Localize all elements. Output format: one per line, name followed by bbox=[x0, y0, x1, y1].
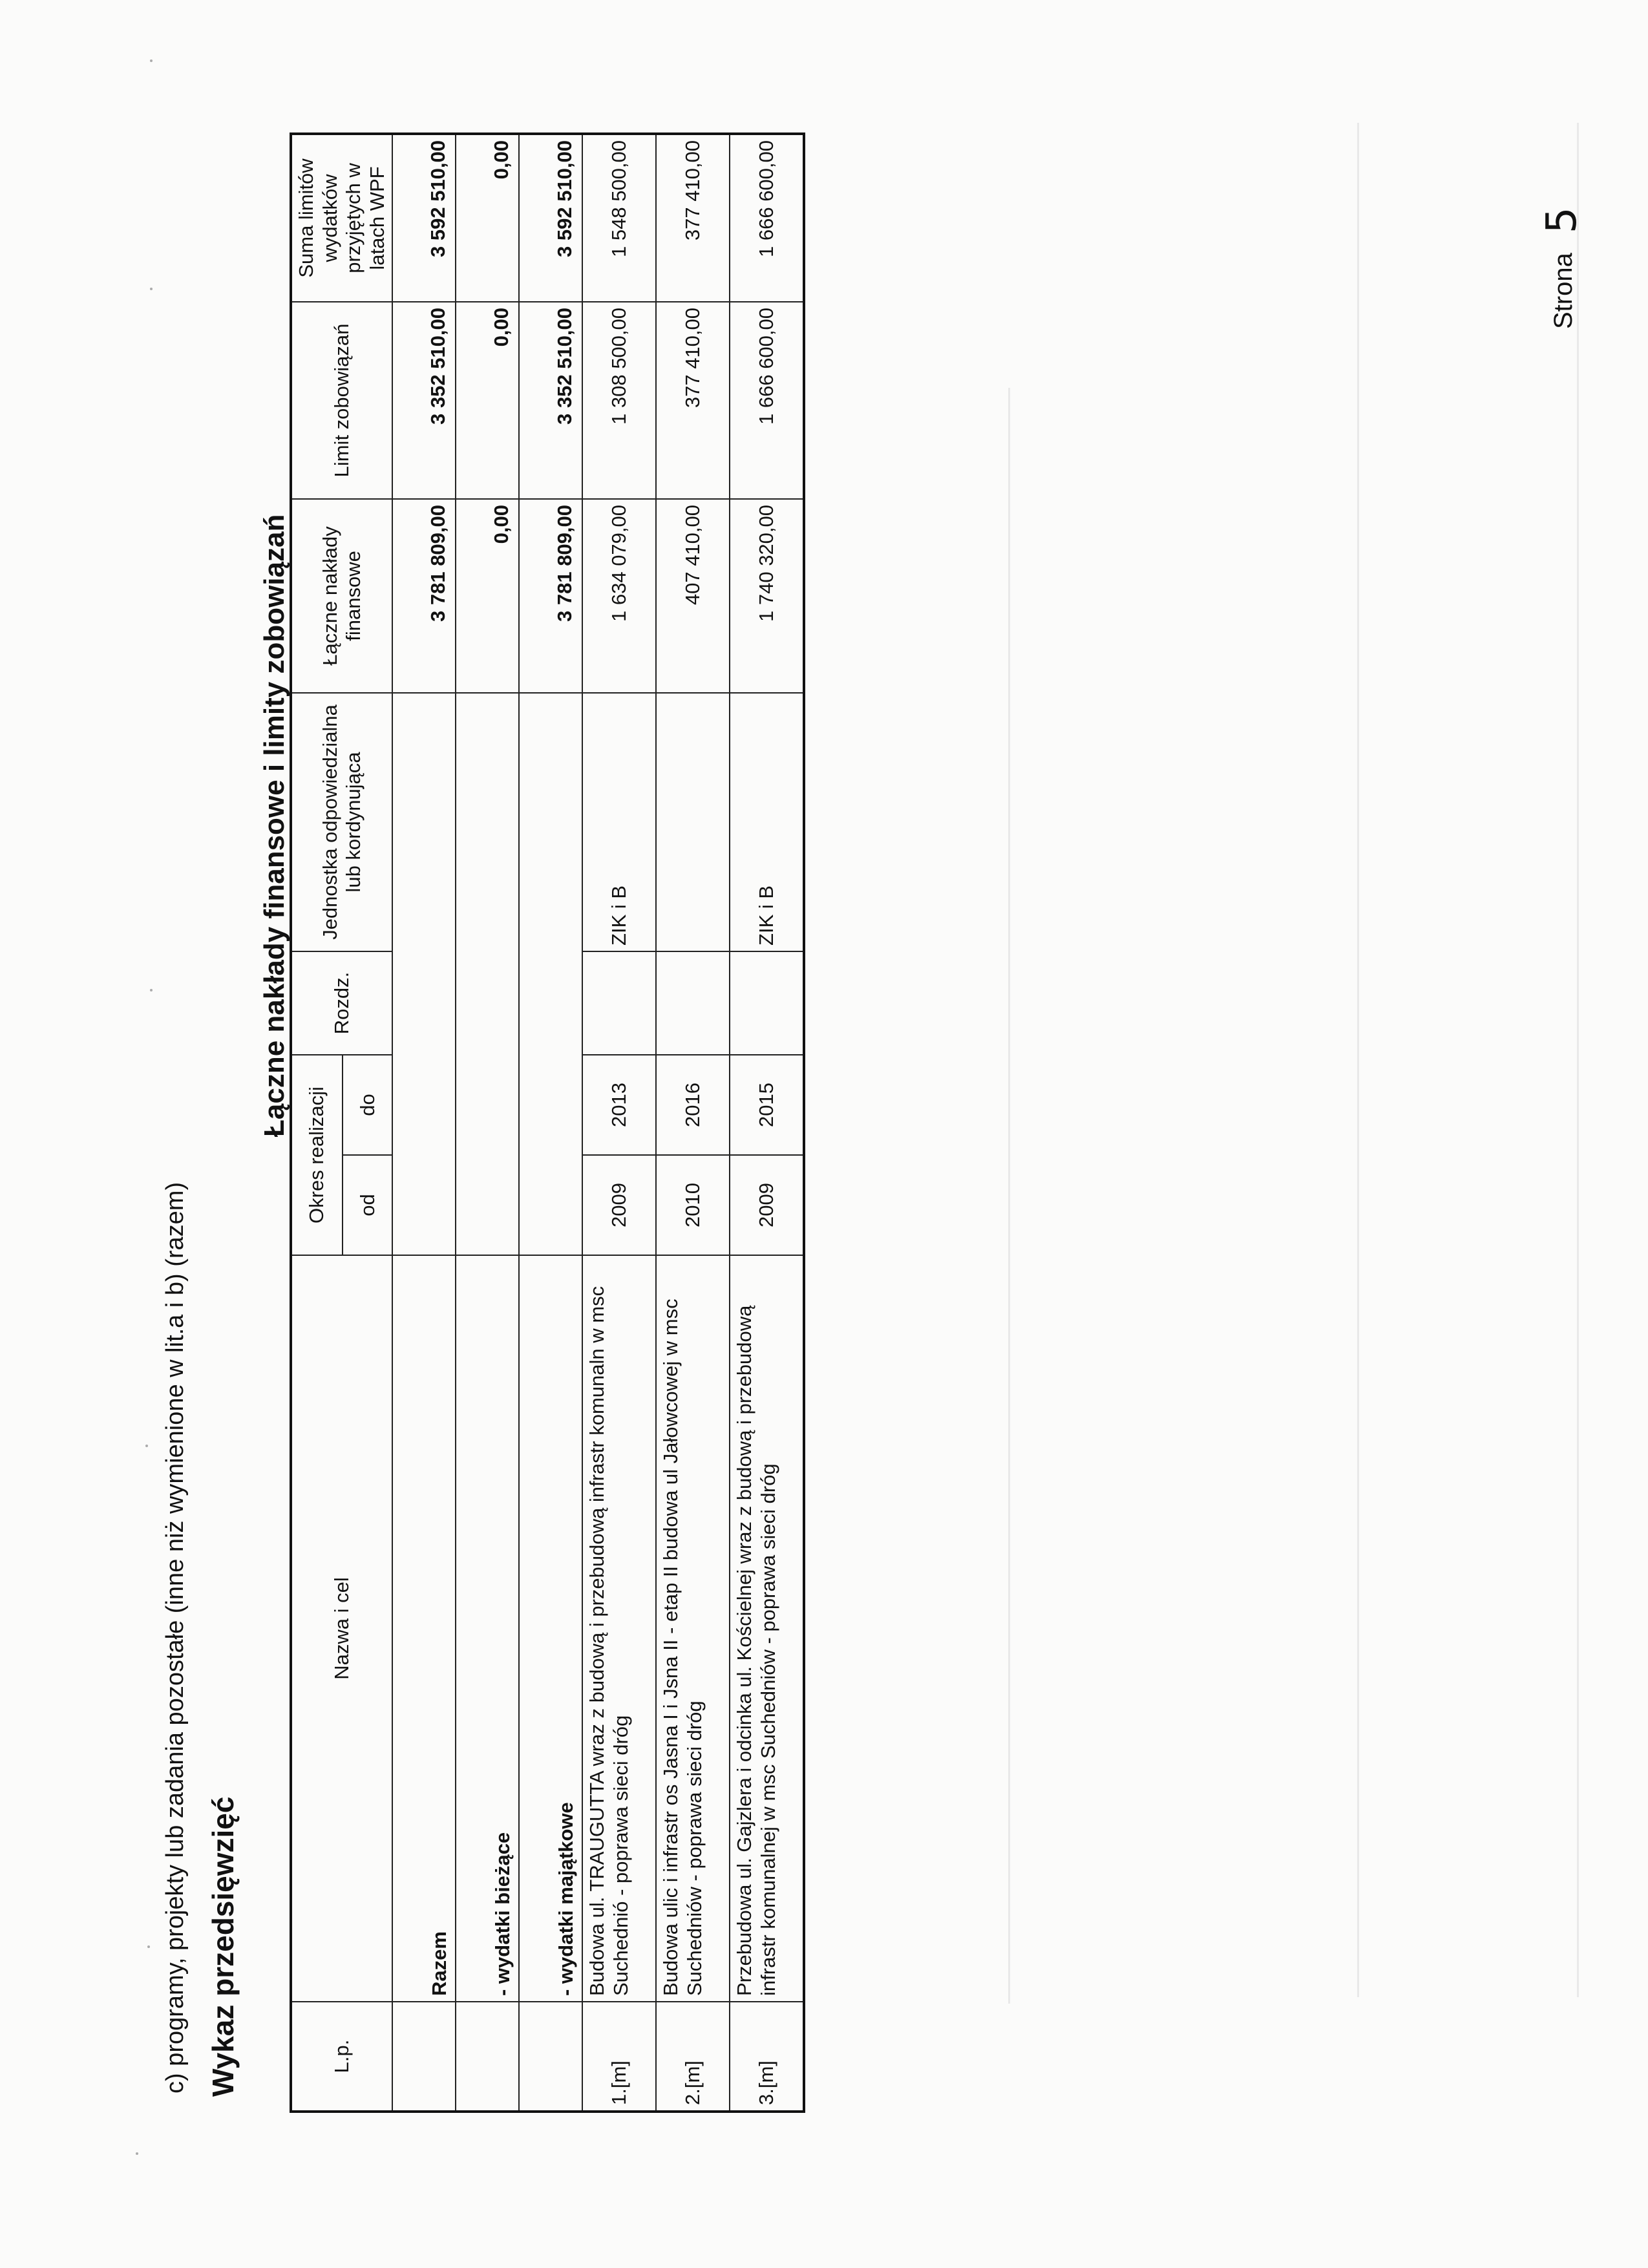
summary-label: - wydatki bieżące bbox=[456, 1255, 519, 2002]
col-commitment-limit: Limit zobowiązań bbox=[291, 302, 392, 499]
summary-wpf-limits: 0,00 bbox=[456, 134, 519, 302]
item-total-outlays: 1 634 079,00 bbox=[582, 499, 656, 693]
col-unit: Jednostka odpowiedzialna lub kordynująca bbox=[291, 693, 392, 951]
section-heading: c) programy, projekty lub zadania pozostałe (inne niż wymienione w lit.a i b) (razem) bbox=[162, 1182, 189, 2093]
col-wpf-limits: Suma limitów wydatków przyjętych w latach WPF bbox=[291, 134, 392, 302]
item-name: Budowa ul. TRAUGUTTA wraz z budową i przebudową infrastr komunaln w msc Suchednió - poprawa sieci dróg bbox=[582, 1255, 656, 2002]
financial-title: Łączne nakłady finansowe i limity zobowiązań bbox=[259, 514, 290, 1137]
col-subchapter: Rozdz. bbox=[291, 951, 392, 1055]
item-wpf-limits: 377 410,00 bbox=[656, 134, 730, 302]
summary-label: Razem bbox=[392, 1255, 456, 2002]
summary-commitment-limit: 0,00 bbox=[456, 302, 519, 499]
item-name: Budowa ulic i infrastr os Jasna I i Jsna II - etap II budowa ul Jałowcowej w msc Suchedniów - poprawa sieci dróg bbox=[656, 1255, 730, 2002]
table-row bbox=[582, 134, 656, 2112]
item-from: 2009 bbox=[730, 1155, 804, 1255]
table-row bbox=[656, 134, 730, 2112]
summary-wpf-limits: 3 592 510,00 bbox=[392, 134, 456, 302]
summary-total-outlays: 3 781 809,00 bbox=[519, 499, 582, 693]
summary-label: - wydatki majątkowe bbox=[519, 1255, 582, 2002]
item-unit bbox=[656, 693, 730, 951]
item-unit: ZIK i B bbox=[730, 693, 804, 951]
item-unit: ZIK i B bbox=[582, 693, 656, 951]
item-wpf-limits: 1 548 500,00 bbox=[582, 134, 656, 302]
item-lp: 1.[m] bbox=[582, 2002, 656, 2112]
summary-wpf-limits: 3 592 510,00 bbox=[519, 134, 582, 302]
item-total-outlays: 1 740 320,00 bbox=[730, 499, 804, 693]
item-from: 2010 bbox=[656, 1155, 730, 1255]
item-total-outlays: 407 410,00 bbox=[656, 499, 730, 693]
item-subchapter bbox=[656, 951, 730, 1055]
item-subchapter bbox=[730, 951, 804, 1055]
item-subchapter bbox=[582, 951, 656, 1055]
summary-commitment-limit: 3 352 510,00 bbox=[519, 302, 582, 499]
page-number: 5 bbox=[1538, 207, 1586, 234]
item-commitment-limit: 1 666 600,00 bbox=[730, 302, 804, 499]
item-name: Przebudowa ul. Gajzlera i odcinka ul. Kościelnej wraz z budową i przebudową infrastr komunalnej w msc Suchedniów - poprawa sieci dróg bbox=[730, 1255, 804, 2002]
projects-table bbox=[290, 132, 805, 2113]
item-wpf-limits: 1 666 600,00 bbox=[730, 134, 804, 302]
summary-total-outlays: 3 781 809,00 bbox=[392, 499, 456, 693]
page-label: Strona bbox=[1549, 253, 1578, 329]
item-commitment-limit: 377 410,00 bbox=[656, 302, 730, 499]
summary-row-total bbox=[392, 134, 456, 2112]
table-row bbox=[730, 134, 804, 2112]
list-title: Wykaz przedsięwzięć bbox=[206, 1796, 240, 2097]
col-total-outlays: Łączne nakłady finansowe bbox=[291, 499, 392, 693]
item-to: 2016 bbox=[656, 1055, 730, 1155]
col-period: Okres realizacji bbox=[291, 1055, 343, 1255]
item-commitment-limit: 1 308 500,00 bbox=[582, 302, 656, 499]
summary-total-outlays: 0,00 bbox=[456, 499, 519, 693]
page-footer bbox=[1538, 207, 1586, 329]
col-from: od bbox=[343, 1155, 392, 1255]
col-lp: L.p. bbox=[291, 2002, 392, 2112]
summary-row-capital bbox=[519, 134, 582, 2112]
summary-row-current bbox=[456, 134, 519, 2112]
item-to: 2015 bbox=[730, 1055, 804, 1155]
summary-commitment-limit: 3 352 510,00 bbox=[392, 302, 456, 499]
item-lp: 2.[m] bbox=[656, 2002, 730, 2112]
item-lp: 3.[m] bbox=[730, 2002, 804, 2112]
item-from: 2009 bbox=[582, 1155, 656, 1255]
item-to: 2013 bbox=[582, 1055, 656, 1155]
col-name: Nazwa i cel bbox=[291, 1255, 392, 2002]
col-to: do bbox=[343, 1055, 392, 1155]
